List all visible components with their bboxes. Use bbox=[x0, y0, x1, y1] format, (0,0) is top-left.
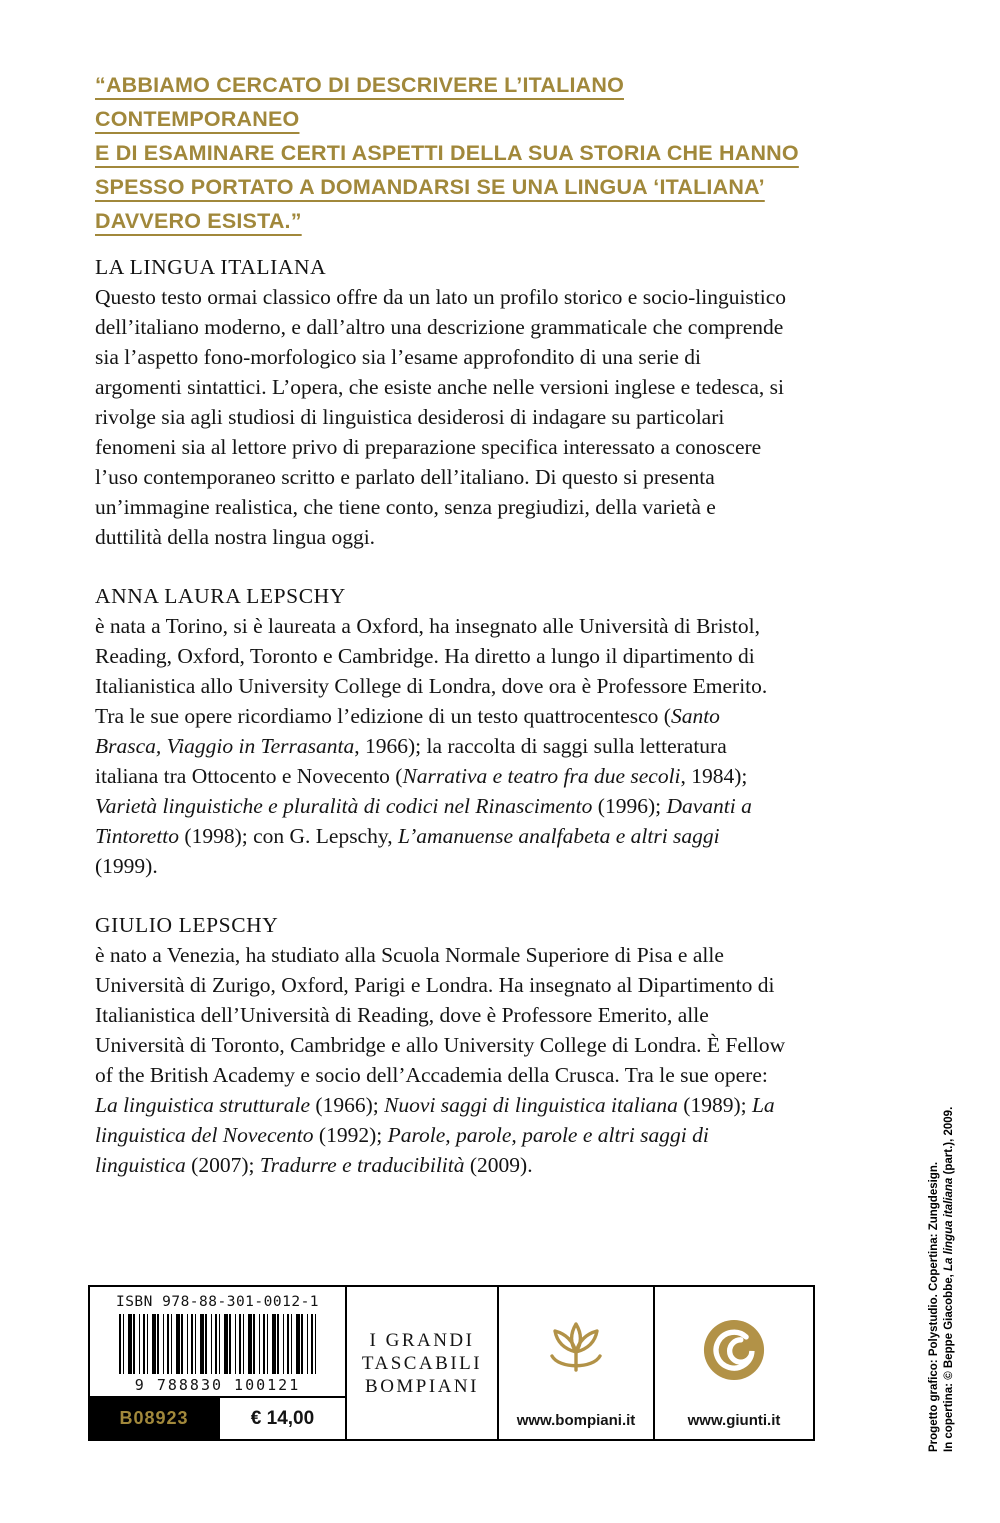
quote-line: E DI ESAMINARE CERTI ASPETTI DELLA SUA STORIA CHE HANNO bbox=[95, 141, 799, 165]
giunti-logo-wrap bbox=[702, 1287, 766, 1412]
section-anna-laura-lepschy bbox=[95, 581, 787, 881]
cover-quote bbox=[95, 68, 825, 238]
bompiani-cell bbox=[497, 1287, 653, 1439]
section-giulio-lepschy bbox=[95, 910, 787, 1180]
price: € 14,00 bbox=[218, 1398, 345, 1439]
series-line: I GRANDI bbox=[369, 1329, 475, 1351]
credit-line-cover: In copertina: © Beppe Giacobbe, La lingua italiana (part.), 2009. bbox=[943, 1106, 955, 1452]
section-body: Questo testo ormai classico offre da un lato un profilo storico e socio-linguistico dell’italiano moderno, e dall’altro una descrizione grammaticale che comprende sia l’aspetto fono-morfologico sia l’esame approfondito di una serie di argomenti sintattici. L’opera, che esiste anche nelle versioni inglese e tedesca, si rivolge sia agli studiosi di linguistica desiderosi di indagare su particolari fenomeni sia al lettore privo di preparazione specifica interessato a conoscere l’uso contemporaneo scritto e parlato dell’italiano. Di questo si presenta un’immagine realistica, che tiene conto, senza pregiudizi, della varietà e duttilità della nostra lingua oggi. bbox=[95, 285, 787, 549]
section-heading: GIULIO LEPSCHY bbox=[95, 913, 279, 937]
barcode-digits: 9 788830 100121 bbox=[134, 1376, 301, 1394]
quote-line: SPESSO PORTATO A DOMANDARSI SE UNA LINGUA ‘ITALIANA’ bbox=[95, 175, 765, 199]
series-title bbox=[345, 1287, 497, 1439]
giunti-swirl-icon bbox=[702, 1318, 766, 1382]
section-body: è nata a Torino, si è laureata a Oxford, ha insegnato alle Università di Bristol, Reading, Oxford, Toronto e Cambridge. Ha diretto a lungo il dipartimento di Italianistica allo University College di Londra, dove ora è Professore Emerito. Tra le sue opere ricordiamo l’edizione di un testo quattrocentesco (Santo Brasca, Viaggio in Terrasanta, 1966); la raccolta di saggi sulla letteratura italiana tra Ottocento e Novecento (Narrativa e teatro fra due secoli, 1984); Varietà linguistiche e pluralità di codici nel Rinascimento (1996); Davanti a Tintoretto (1998); con G. Lepschy, L’amanuense analfabeta e altri saggi (1999). bbox=[95, 614, 768, 878]
section-heading: LA LINGUA ITALIANA bbox=[95, 255, 327, 279]
series-line: TASCABILI bbox=[361, 1352, 483, 1374]
back-cover-text bbox=[95, 252, 787, 1180]
section-body: è nato a Venezia, ha studiato alla Scuola Normale Superiore di Pisa e alle Università di Zurigo, Oxford, Parigi e Londra. Ha insegnato al Dipartimento di Italianistica dell’Università di Reading, dove è Professore Emerito, alle Università di Toronto, Cambridge e allo University College di Londra. È Fellow of the British Academy e socio dell’Accademia della Crusca. Tra le sue opere: La linguistica strutturale (1966); Nuovi saggi di linguistica italiana (1989); La linguistica del Novecento (1992); Parole, parole, parole e altri saggi di linguistica (2007); Tradurre e traducibilità (2009). bbox=[95, 943, 786, 1177]
isbn-area bbox=[90, 1287, 345, 1396]
isbn-label: ISBN 978-88-301-0012-1 bbox=[115, 1294, 320, 1310]
spine-credits bbox=[927, 1056, 957, 1452]
footer-bar bbox=[88, 1285, 815, 1441]
price-row bbox=[90, 1396, 345, 1439]
bompiani-flower-icon bbox=[542, 1318, 610, 1382]
bompiani-logo-wrap bbox=[542, 1287, 610, 1412]
section-la-lingua-italiana bbox=[95, 252, 787, 552]
code-badge: B08923 bbox=[90, 1398, 218, 1439]
series-line: BOMPIANI bbox=[365, 1375, 479, 1397]
giunti-url: www.giunti.it bbox=[687, 1412, 781, 1429]
quote-line: “ABBIAMO CERCATO DI DESCRIVERE L’ITALIANO CONTEMPORANEO bbox=[95, 73, 624, 131]
bompiani-url: www.bompiani.it bbox=[516, 1412, 636, 1429]
quote-line: DAVVERO ESISTA.” bbox=[95, 209, 302, 233]
credit-line-design: Progetto grafico: Polystudio. Copertina: Zungdesign. bbox=[928, 1161, 940, 1452]
section-heading: ANNA LAURA LEPSCHY bbox=[95, 584, 346, 608]
isbn-block bbox=[90, 1287, 345, 1439]
barcode-image bbox=[119, 1314, 317, 1374]
giunti-cell bbox=[653, 1287, 813, 1439]
